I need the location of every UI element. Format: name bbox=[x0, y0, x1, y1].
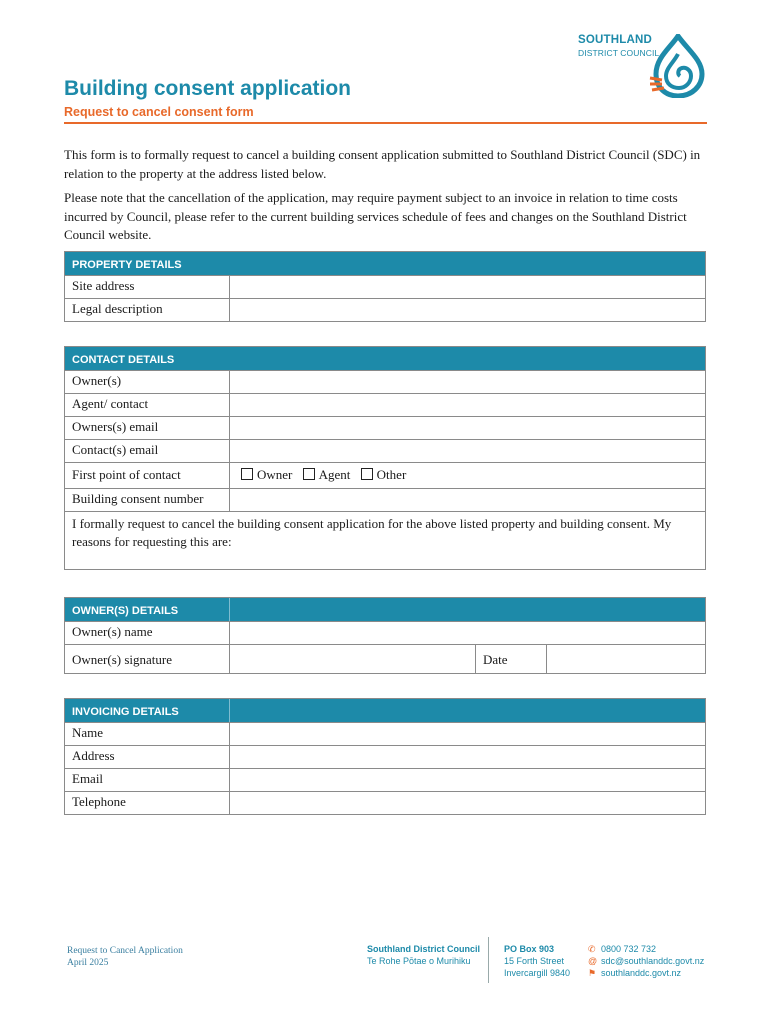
date-label: Date bbox=[475, 645, 547, 673]
agent-contact-label: Agent/ contact bbox=[65, 394, 230, 416]
agent-checkbox[interactable] bbox=[303, 468, 315, 480]
invoice-address-field[interactable] bbox=[230, 746, 705, 768]
invoice-name-field[interactable] bbox=[230, 723, 705, 745]
building-consent-number-label: Building consent number bbox=[65, 489, 230, 511]
owners-name-label: Owner(s) name bbox=[65, 622, 230, 644]
owners-details-heading: OWNER(S) DETAILS bbox=[65, 598, 705, 621]
owners-signature-label: Owner(s) signature bbox=[65, 645, 230, 673]
invoice-telephone-label: Telephone bbox=[65, 792, 230, 814]
web-icon: ⚑ bbox=[588, 968, 597, 978]
site-address-label: Site address bbox=[65, 276, 230, 298]
invoice-telephone-field[interactable] bbox=[230, 792, 705, 814]
intro-paragraph-2: Please note that the cancellation of the application, may require payment subject to an invoice in relation to time costs incurred by Council, please refer to the current building services schedule of fees and changes on the Southland District Council website. bbox=[64, 190, 687, 242]
agent-contact-field[interactable] bbox=[230, 394, 705, 416]
property-details-table bbox=[64, 251, 706, 322]
footer-org-name: Southland District Council bbox=[367, 944, 481, 954]
owner-checkbox[interactable] bbox=[241, 468, 253, 480]
contacts-email-label: Contact(s) email bbox=[65, 440, 230, 462]
first-point-of-contact-label: First point of contact bbox=[65, 463, 230, 488]
footer-document-info bbox=[67, 945, 183, 969]
table-row bbox=[65, 439, 705, 462]
footer-org-maori-name: Te Rohe Pōtae o Murihiku bbox=[367, 956, 471, 966]
table-row bbox=[65, 745, 705, 768]
invoice-email-field[interactable] bbox=[230, 769, 705, 791]
email-icon: @ bbox=[588, 956, 598, 966]
contact-details-heading: CONTACT DETAILS bbox=[65, 347, 705, 370]
logo-text-southland: SOUTHLAND bbox=[578, 34, 652, 46]
owners-name-field[interactable] bbox=[230, 622, 705, 644]
contacts-email-field[interactable] bbox=[230, 440, 705, 462]
owners-field[interactable] bbox=[230, 371, 705, 393]
building-consent-number-field[interactable] bbox=[230, 489, 705, 511]
footer-document-name: Request to Cancel Application bbox=[67, 946, 183, 956]
footer-website[interactable]: southlanddc.govt.nz bbox=[601, 968, 682, 978]
other-checkbox[interactable] bbox=[361, 468, 373, 480]
footer-address-line-1: PO Box 903 bbox=[504, 944, 555, 954]
footer-phone[interactable]: 0800 732 732 bbox=[601, 944, 657, 954]
owners-label: Owner(s) bbox=[65, 371, 230, 393]
logo-wave-icon bbox=[648, 34, 708, 98]
legal-description-field[interactable] bbox=[230, 299, 705, 321]
footer-address bbox=[504, 943, 570, 979]
table-row bbox=[65, 462, 705, 488]
owners-details-table bbox=[64, 597, 706, 674]
other-option-label: Other bbox=[376, 467, 407, 482]
first-point-of-contact-options bbox=[230, 463, 705, 488]
owners-email-label: Owners(s) email bbox=[65, 417, 230, 439]
page-title: Building consent application bbox=[64, 77, 352, 100]
table-row bbox=[65, 621, 705, 644]
cancellation-reason-field[interactable] bbox=[65, 511, 705, 569]
table-row bbox=[65, 722, 705, 745]
table-row bbox=[65, 275, 705, 298]
footer-document-date: April 2025 bbox=[67, 958, 109, 968]
owner-option-label: Owner bbox=[257, 467, 293, 482]
footer-contact bbox=[588, 943, 704, 979]
site-address-field[interactable] bbox=[230, 276, 705, 298]
date-field[interactable] bbox=[547, 645, 705, 673]
invoice-address-label: Address bbox=[65, 746, 230, 768]
table-row bbox=[65, 416, 705, 439]
table-row bbox=[65, 644, 705, 673]
phone-icon: ✆ bbox=[588, 944, 596, 954]
intro-paragraph-1: This form is to formally request to cancel a building consent application submitted to Southland District Council (SDC) in relation to the property at the address listed below. bbox=[64, 147, 701, 181]
invoicing-details-heading: INVOICING DETAILS bbox=[65, 699, 705, 722]
page-subtitle: Request to cancel consent form bbox=[64, 105, 254, 119]
table-row bbox=[65, 298, 705, 321]
contact-details-table bbox=[64, 346, 706, 570]
legal-description-label: Legal description bbox=[65, 299, 230, 321]
council-logo bbox=[578, 34, 708, 104]
footer-divider bbox=[488, 937, 489, 983]
owners-signature-field[interactable] bbox=[230, 645, 475, 673]
table-row bbox=[65, 393, 705, 416]
table-row bbox=[65, 370, 705, 393]
title-divider bbox=[64, 122, 707, 124]
property-details-heading: PROPERTY DETAILS bbox=[65, 252, 705, 275]
invoicing-details-table bbox=[64, 698, 706, 815]
invoice-email-label: Email bbox=[65, 769, 230, 791]
footer-address-line-2: 15 Forth Street bbox=[504, 956, 565, 966]
footer-email[interactable]: sdc@southlanddc.govt.nz bbox=[601, 956, 705, 966]
footer-organisation bbox=[367, 943, 480, 967]
table-row bbox=[65, 488, 705, 511]
table-row bbox=[65, 791, 705, 814]
footer-address-line-3: Invercargill 9840 bbox=[504, 968, 571, 978]
agent-option-label: Agent bbox=[318, 467, 351, 482]
cancellation-reason-text: I formally request to cancel the building consent application for the above listed property and building consent. My reasons for requesting this are: bbox=[72, 516, 672, 549]
invoice-name-label: Name bbox=[65, 723, 230, 745]
logo-text-district-council: DISTRICT COUNCIL bbox=[578, 48, 660, 58]
table-row bbox=[65, 768, 705, 791]
owners-email-field[interactable] bbox=[230, 417, 705, 439]
